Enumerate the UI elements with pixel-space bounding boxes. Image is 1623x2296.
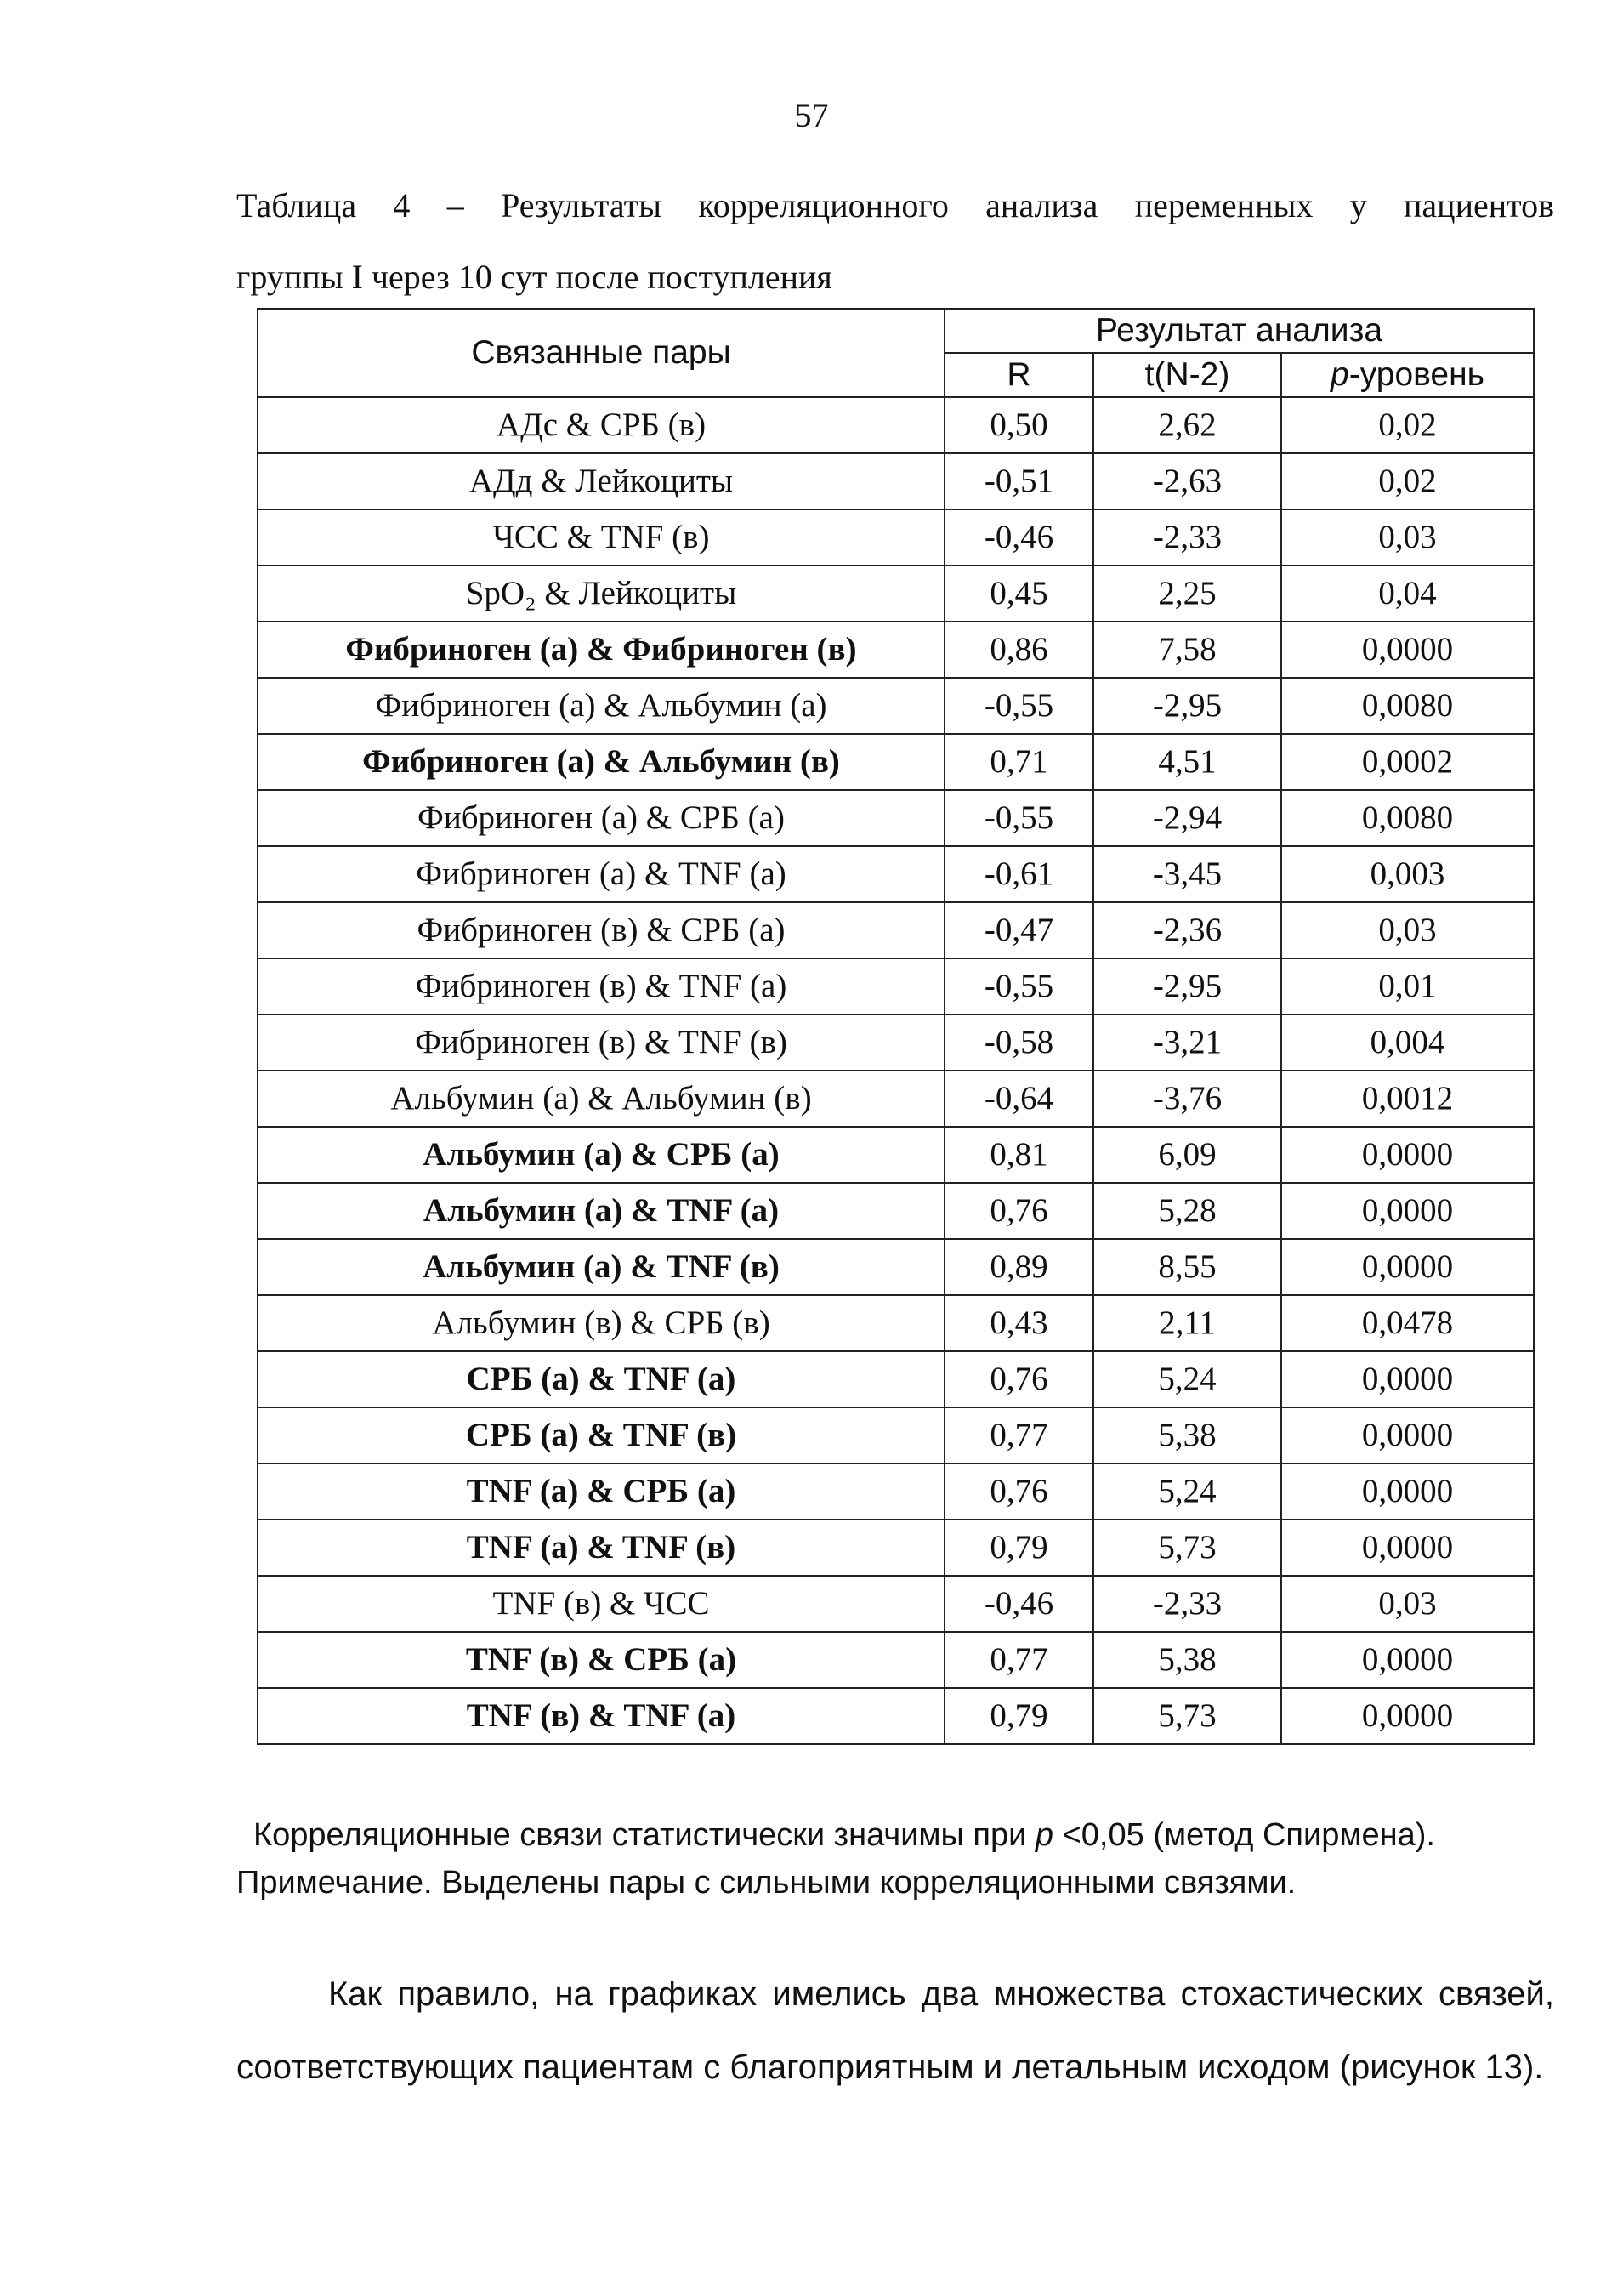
significance-note [253,1811,1580,1859]
pair-cell: TNF (в) & TNF (а) [258,1688,945,1744]
r-cell: -0,47 [945,902,1093,958]
t-cell: -2,63 [1093,453,1281,509]
pair-cell: Альбумин (а) & TNF (а) [258,1183,945,1239]
pair-cell: АДд & Лейкоциты [258,453,945,509]
p-cell: 0,0002 [1281,734,1534,790]
p-cell: 0,04 [1281,565,1534,622]
pair-cell: Альбумин (а) & СРБ (а) [258,1127,945,1183]
note-text-after: <0,05 (метод Спирмена). [1053,1817,1435,1853]
table-caption [236,170,1554,313]
table-row [258,1014,1534,1071]
r-cell: 0,79 [945,1688,1093,1744]
t-cell: -3,45 [1093,846,1281,902]
p-cell: 0,02 [1281,453,1534,509]
r-cell: 0,77 [945,1632,1093,1688]
t-cell: 4,51 [1093,734,1281,790]
pair-cell: Фибриноген (в) & TNF (в) [258,1014,945,1071]
t-cell: -3,21 [1093,1014,1281,1071]
p-cell: 0,0478 [1281,1295,1534,1351]
r-cell: 0,89 [945,1239,1093,1295]
pair-cell: Фибриноген (а) & Фибриноген (в) [258,622,945,678]
body-paragraph: Как правило, на графиках имелись два множества стохастических связей, соответствующих пациентам с благоприятным и летальным исходом (рисунок 13). [236,1975,1554,2086]
table-row [258,678,1534,734]
t-cell: 7,58 [1093,622,1281,678]
header-p [1281,353,1534,397]
pair-cell: ЧСС & TNF (в) [258,509,945,565]
r-cell: 0,76 [945,1463,1093,1520]
header-p-italic: p [1331,355,1349,393]
pair-cell: TNF (а) & СРБ (а) [258,1463,945,1520]
p-cell: 0,004 [1281,1014,1534,1071]
table-row [258,1407,1534,1463]
pair-cell: TNF (в) & СРБ (а) [258,1632,945,1688]
note-text-before: Корреляционные связи статистически значимы при [253,1817,1036,1853]
t-cell: 2,11 [1093,1295,1281,1351]
p-cell: 0,0012 [1281,1071,1534,1127]
p-cell: 0,0000 [1281,1239,1534,1295]
r-cell: 0,86 [945,622,1093,678]
p-cell: 0,0000 [1281,1351,1534,1407]
pair-cell: Фибриноген (в) & СРБ (а) [258,902,945,958]
r-cell: 0,50 [945,397,1093,453]
pair-cell: СРБ (а) & TNF (а) [258,1351,945,1407]
t-cell: 8,55 [1093,1239,1281,1295]
pair-cell: TNF (а) & TNF (в) [258,1520,945,1576]
r-cell: 0,76 [945,1183,1093,1239]
table-row [258,734,1534,790]
r-cell: -0,58 [945,1014,1093,1071]
pair-cell: Фибриноген (а) & Альбумин (в) [258,734,945,790]
p-cell: 0,01 [1281,958,1534,1014]
caption-line-1: Таблица 4 – Результаты корреляционного анализа переменных у пациентов [236,186,1554,224]
table-row [258,1576,1534,1632]
p-cell: 0,03 [1281,902,1534,958]
r-cell: 0,81 [945,1127,1093,1183]
t-cell: 5,73 [1093,1688,1281,1744]
p-cell: 0,0000 [1281,1688,1534,1744]
t-cell: 5,38 [1093,1407,1281,1463]
table-row [258,1071,1534,1127]
table-row [258,622,1534,678]
remark-note: Примечание. Выделены пары с сильными корреляционными связями. [236,1865,1297,1901]
table-row [258,1351,1534,1407]
r-cell: -0,55 [945,958,1093,1014]
r-cell: -0,51 [945,453,1093,509]
t-cell: 5,38 [1093,1632,1281,1688]
p-cell: 0,0000 [1281,1463,1534,1520]
p-cell: 0,03 [1281,509,1534,565]
header-t: t(N-2) [1093,353,1281,397]
r-cell: 0,43 [945,1295,1093,1351]
r-cell: 0,71 [945,734,1093,790]
table-row [258,1632,1534,1688]
pair-cell: SpO₂ & Лейкоциты [258,565,945,622]
table-body [258,397,1534,1744]
table-row [258,1183,1534,1239]
table-row [258,1295,1534,1351]
table-row [258,846,1534,902]
pair-cell: Фибриноген (в) & TNF (а) [258,958,945,1014]
p-cell: 0,0080 [1281,678,1534,734]
p-cell: 0,0000 [1281,1520,1534,1576]
table-row [258,1520,1534,1576]
p-cell: 0,0080 [1281,790,1534,846]
header-pairs: Связанные пары [258,309,945,397]
table-row [258,1127,1534,1183]
note-p-italic: p [1035,1817,1054,1853]
pair-cell: Альбумин (в) & СРБ (в) [258,1295,945,1351]
t-cell: 5,24 [1093,1351,1281,1407]
p-cell: 0,0000 [1281,1632,1534,1688]
header-p-rest: -уровень [1348,355,1484,393]
p-cell: 0,0000 [1281,1127,1534,1183]
header-result: Результат анализа [945,309,1534,353]
r-cell: -0,46 [945,1576,1093,1632]
p-cell: 0,0000 [1281,622,1534,678]
t-cell: -2,33 [1093,509,1281,565]
t-cell: 2,25 [1093,565,1281,622]
pair-cell: Альбумин (а) & Альбумин (в) [258,1071,945,1127]
t-cell: 5,28 [1093,1183,1281,1239]
header-r: R [945,353,1093,397]
table-row [258,453,1534,509]
pair-cell: СРБ (а) & TNF (в) [258,1407,945,1463]
t-cell: 5,24 [1093,1463,1281,1520]
t-cell: -2,94 [1093,790,1281,846]
table-row [258,902,1534,958]
r-cell: -0,64 [945,1071,1093,1127]
pair-cell: Альбумин (а) & TNF (в) [258,1239,945,1295]
r-cell: -0,46 [945,509,1093,565]
p-cell: 0,003 [1281,846,1534,902]
table-row [258,397,1534,453]
table-row [258,1239,1534,1295]
t-cell: -3,76 [1093,1071,1281,1127]
r-cell: 0,76 [945,1351,1093,1407]
correlation-table [257,308,1535,1745]
p-cell: 0,03 [1281,1576,1534,1632]
r-cell: -0,55 [945,678,1093,734]
table-row [258,565,1534,622]
t-cell: -2,33 [1093,1576,1281,1632]
pair-cell: Фибриноген (а) & Альбумин (а) [258,678,945,734]
t-cell: 5,73 [1093,1520,1281,1576]
t-cell: -2,36 [1093,902,1281,958]
table-row [258,958,1534,1014]
pair-cell: Фибриноген (а) & СРБ (а) [258,790,945,846]
t-cell: 6,09 [1093,1127,1281,1183]
p-cell: 0,0000 [1281,1183,1534,1239]
p-cell: 0,0000 [1281,1407,1534,1463]
table-row [258,1463,1534,1520]
pair-cell: Фибриноген (а) & TNF (а) [258,846,945,902]
r-cell: -0,55 [945,790,1093,846]
r-cell: 0,45 [945,565,1093,622]
r-cell: -0,61 [945,846,1093,902]
t-cell: -2,95 [1093,958,1281,1014]
t-cell: -2,95 [1093,678,1281,734]
r-cell: 0,77 [945,1407,1093,1463]
p-cell: 0,02 [1281,397,1534,453]
r-cell: 0,79 [945,1520,1093,1576]
caption-line-2: группы I через 10 сут после поступления [236,258,832,296]
table-row [258,509,1534,565]
pair-cell: TNF (в) & ЧСС [258,1576,945,1632]
table-row [258,1688,1534,1744]
t-cell: 2,62 [1093,397,1281,453]
pair-cell: АДс & СРБ (в) [258,397,945,453]
page-number: 57 [794,96,829,134]
table-row [258,790,1534,846]
